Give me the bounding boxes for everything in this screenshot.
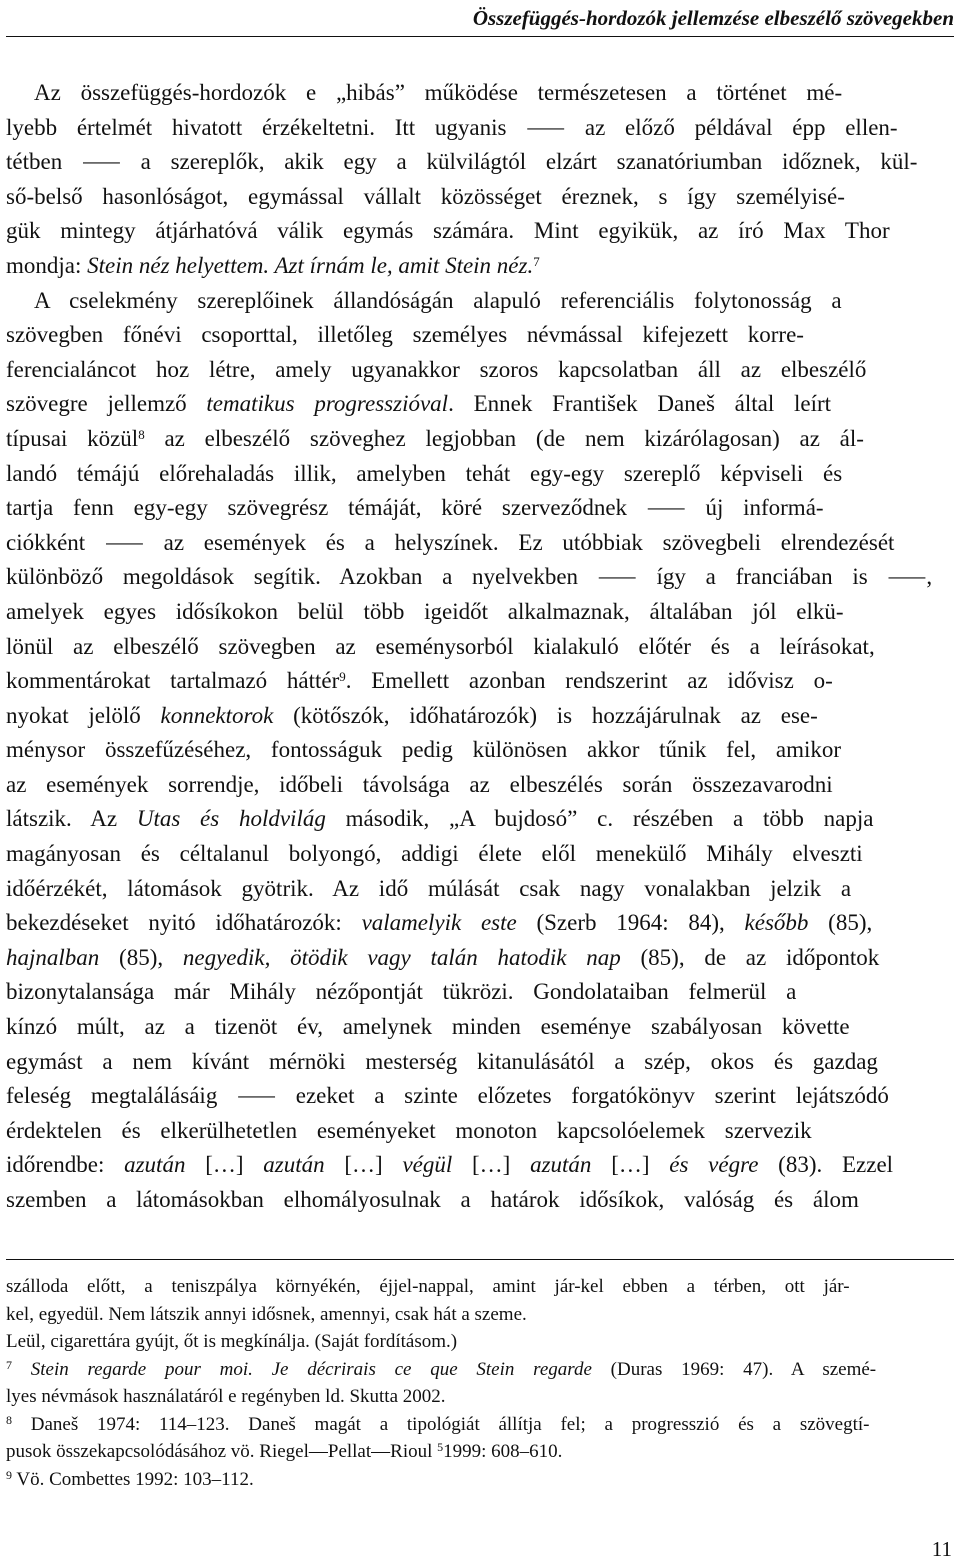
text-line xyxy=(6,1148,954,1183)
text-run: kommentárokat tartalmazó háttér xyxy=(6,668,340,694)
example-italic: azután xyxy=(530,1152,592,1178)
footnotes xyxy=(6,1273,954,1493)
text-run: 1999: 608–610. xyxy=(443,1441,563,1462)
text-run: (85), xyxy=(808,910,873,936)
text-line: A cselekmény szereplőinek állandóságán alapuló referenciális folytonosság a xyxy=(34,287,842,313)
text-run: (85), xyxy=(99,944,183,970)
header-rule xyxy=(6,36,954,37)
text-line: egymást a nem kívánt mérnöki mesterség kitanulásától a szép, okos és gazdag xyxy=(6,1048,878,1074)
text-run: nyokat jelölő xyxy=(6,702,161,728)
book-title-italic: Utas és holdvilág xyxy=(136,806,326,832)
text-run: […] xyxy=(452,1152,531,1178)
text-line xyxy=(6,387,954,422)
footnote-continuation: Leül, cigarettára gyújt, őt is megkínálja. (Saját fordításom.) xyxy=(6,1331,458,1352)
text-line xyxy=(6,699,954,734)
text-line: magányosan és céltalanul bolyongó, addigi élete elől menekülő Mihály elveszti xyxy=(6,841,863,867)
running-header: Összefüggés-hordozók jellemzése elbeszélő szövegekben xyxy=(472,6,954,30)
footnote-7-continued: lyes névmások használatáról e regényben ld. Skutta 2002. xyxy=(6,1386,446,1407)
text-run: pusok összekapcsolódásához vö. Riegel—Pellat—Rioul xyxy=(6,1441,438,1462)
example-italic: valamelyik este xyxy=(361,910,517,936)
text-line: bizonytalansága már Mihály nézőpontját tükrözi. Gondolataiban felmerül a xyxy=(6,979,797,1005)
example-italic: később xyxy=(744,910,809,936)
text-line: szemben a látomásokban elhomályosulnak a határok idősíkok, valóság és álom xyxy=(6,1187,859,1212)
footnote-continuation: kel, egyedül. Nem látszik annyi idősnek, amennyi, csak hát a szeme. xyxy=(6,1303,527,1325)
text-run: az elbeszélő szöveghez legjobban (de nem kizárólagosan) az ál- xyxy=(144,425,864,451)
text-line: az események sorrendje, időbeli távolsága az elbeszélés során összezavarodni xyxy=(6,771,833,797)
text-run: Daneš 1974: 114–123. Daneš magát a tipológiát állítja fel; a progresszió és a szövegtí- xyxy=(12,1413,870,1435)
footnote-ref-7: 7 xyxy=(533,253,540,269)
text-line xyxy=(6,249,954,284)
text-line: lyebb értelmét hivatott érzékeltetni. Itt ugyanis ⸺ az előző példával épp ellen- xyxy=(6,114,898,140)
text-line: ső-belső hasonlóságot, egymással vállalt közösséget éreznek, s így személyisé- xyxy=(6,183,845,209)
text-run: Vö. Combettes 1992: 103–112. xyxy=(12,1468,254,1490)
text-run: (85), de az időpontok xyxy=(620,944,880,970)
example-italic: hajnalban xyxy=(6,944,100,970)
text-line: lönül az elbeszélő szövegben az eseménysorból kialakuló előtér és a leírásokat, xyxy=(6,633,875,659)
text-line: kínzó múlt, az a tizenöt év, amelynek minden eseménye szabályosan követte xyxy=(6,1014,850,1040)
text-run: . Ennek František Daneš által leírt xyxy=(448,391,832,417)
footnote-number: 9 xyxy=(6,1467,12,1482)
footnote-8 xyxy=(6,1411,954,1439)
text-line: ménysor összefűzéséhez, fontosságuk pedig különösen akkor tűnik fel, amikor xyxy=(6,737,842,763)
text-line xyxy=(6,802,954,837)
text-run: szövegre jellemző xyxy=(6,391,207,417)
text-line: feleség megtalálásáig ⸺ ezeket a szinte előzetes forgatókönyv szerint lejátszódó xyxy=(6,1083,889,1109)
footnote-8-continued xyxy=(6,1438,954,1466)
text-run: időrendbe: xyxy=(6,1152,125,1178)
example-italic: végül xyxy=(402,1152,453,1178)
footnote-quote-italic: Stein regarde pour moi. Je décrirais ce que Stein regarde xyxy=(30,1358,592,1380)
text-run: mondja: xyxy=(6,252,88,278)
page-number: 11 xyxy=(931,1537,952,1561)
term-italic: konnektorok xyxy=(160,702,274,728)
text-line: gük mintegy átjárhatóvá válik egymás számára. Mint egyikük, az író Max Thor xyxy=(6,218,890,244)
text-run: . Emellett azonban rendszerint az idővisz o- xyxy=(345,668,833,694)
text-run: bekezdéseket nyitó időhatározók: xyxy=(6,910,362,936)
text-run: (kötőszók, időhatározók) is hozzájárulnak az ese- xyxy=(273,702,818,728)
text-run: […] xyxy=(591,1152,670,1178)
body-text xyxy=(6,76,954,1218)
text-line xyxy=(6,941,954,976)
footnote-ref-8: 8 xyxy=(138,426,145,442)
example-italic: negyedik, ötödik vagy talán hatodik nap xyxy=(182,944,621,970)
text-line xyxy=(6,422,954,457)
text-line: ciókként ⸺ az események és a helyszínek. Ez utóbbiak szövegbeli elrendezését xyxy=(6,529,895,555)
text-line xyxy=(6,664,954,699)
footnote-number: 8 xyxy=(6,1412,12,1427)
term-italic: tematikus progresszióval xyxy=(206,391,449,417)
text-run: (Szerb 1964: 84), xyxy=(516,910,745,936)
text-run: (83). Ezzel xyxy=(758,1152,894,1178)
edition-superscript: 5 xyxy=(437,1440,444,1454)
example-italic: azután xyxy=(124,1152,186,1178)
paragraph-2 xyxy=(6,284,954,1218)
example-italic: azután xyxy=(263,1152,325,1178)
text-line: tartja fenn egy-egy szövegrész témáját, köré szerveződnek ⸺ új informá- xyxy=(6,495,824,521)
footnote-rule xyxy=(6,1259,954,1260)
text-run: (Duras 1969: 47). A szemé- xyxy=(591,1358,877,1380)
text-line xyxy=(6,906,954,941)
text-run: […] xyxy=(324,1152,403,1178)
quotation-italic: Stein néz helyettem. Azt írnám le, amit Stein néz. xyxy=(87,252,534,278)
text-line: különböző megoldások segítik. Azokban a nyelvekben ⸺ így a franciában is ⸺, xyxy=(6,564,933,590)
text-line: landó témájú előrehaladás illik, amelyben tehát egy-egy szereplő képviseli és xyxy=(6,460,843,486)
text-run: […] xyxy=(185,1152,264,1178)
text-run: második, „A bujdosó” c. részében a több napja xyxy=(325,806,874,832)
text-line: érdektelen és elkerülhetetlen eseményeket monoton kapcsolóelemek szervezik xyxy=(6,1117,812,1143)
text-line: szövegben főnévi csoporttal, illetőleg személyes névmással kifejezett korre- xyxy=(6,322,804,348)
footnote-ref-9: 9 xyxy=(339,669,346,685)
text-line: Az összefüggés-hordozók e „hibás” működése természetesen a történet mé- xyxy=(34,80,843,105)
footnote-9 xyxy=(6,1466,954,1494)
paragraph-1 xyxy=(6,76,954,284)
text-line: tétben ⸺ a szereplők, akik egy a külvilágtól elzárt szanatóriumban időznek, kül- xyxy=(6,149,918,175)
footnote-7 xyxy=(6,1356,954,1384)
text-line: amelyek egyes idősíkokon belül több igeidőt alkalmaznak, általában jól elkü- xyxy=(6,598,844,624)
example-italic: és végre xyxy=(669,1152,759,1178)
footnote-number: 7 xyxy=(6,1357,12,1372)
text-line: ferencialáncot hoz létre, amely ugyanakkor szoros kapcsolatban áll az elbeszélő xyxy=(6,356,867,382)
text-run: látszik. Az xyxy=(6,806,137,832)
footnote-continuation: szálloda előtt, a teniszpálya környékén, éjjel-nappal, amint jár-kel ebben a térben, ott jár- xyxy=(6,1276,850,1297)
text-line: időérzékét, látomások gyötrik. Az idő múlását csak nagy vonalakban jelzik a xyxy=(6,875,852,901)
text-run: típusai közül xyxy=(6,425,139,451)
